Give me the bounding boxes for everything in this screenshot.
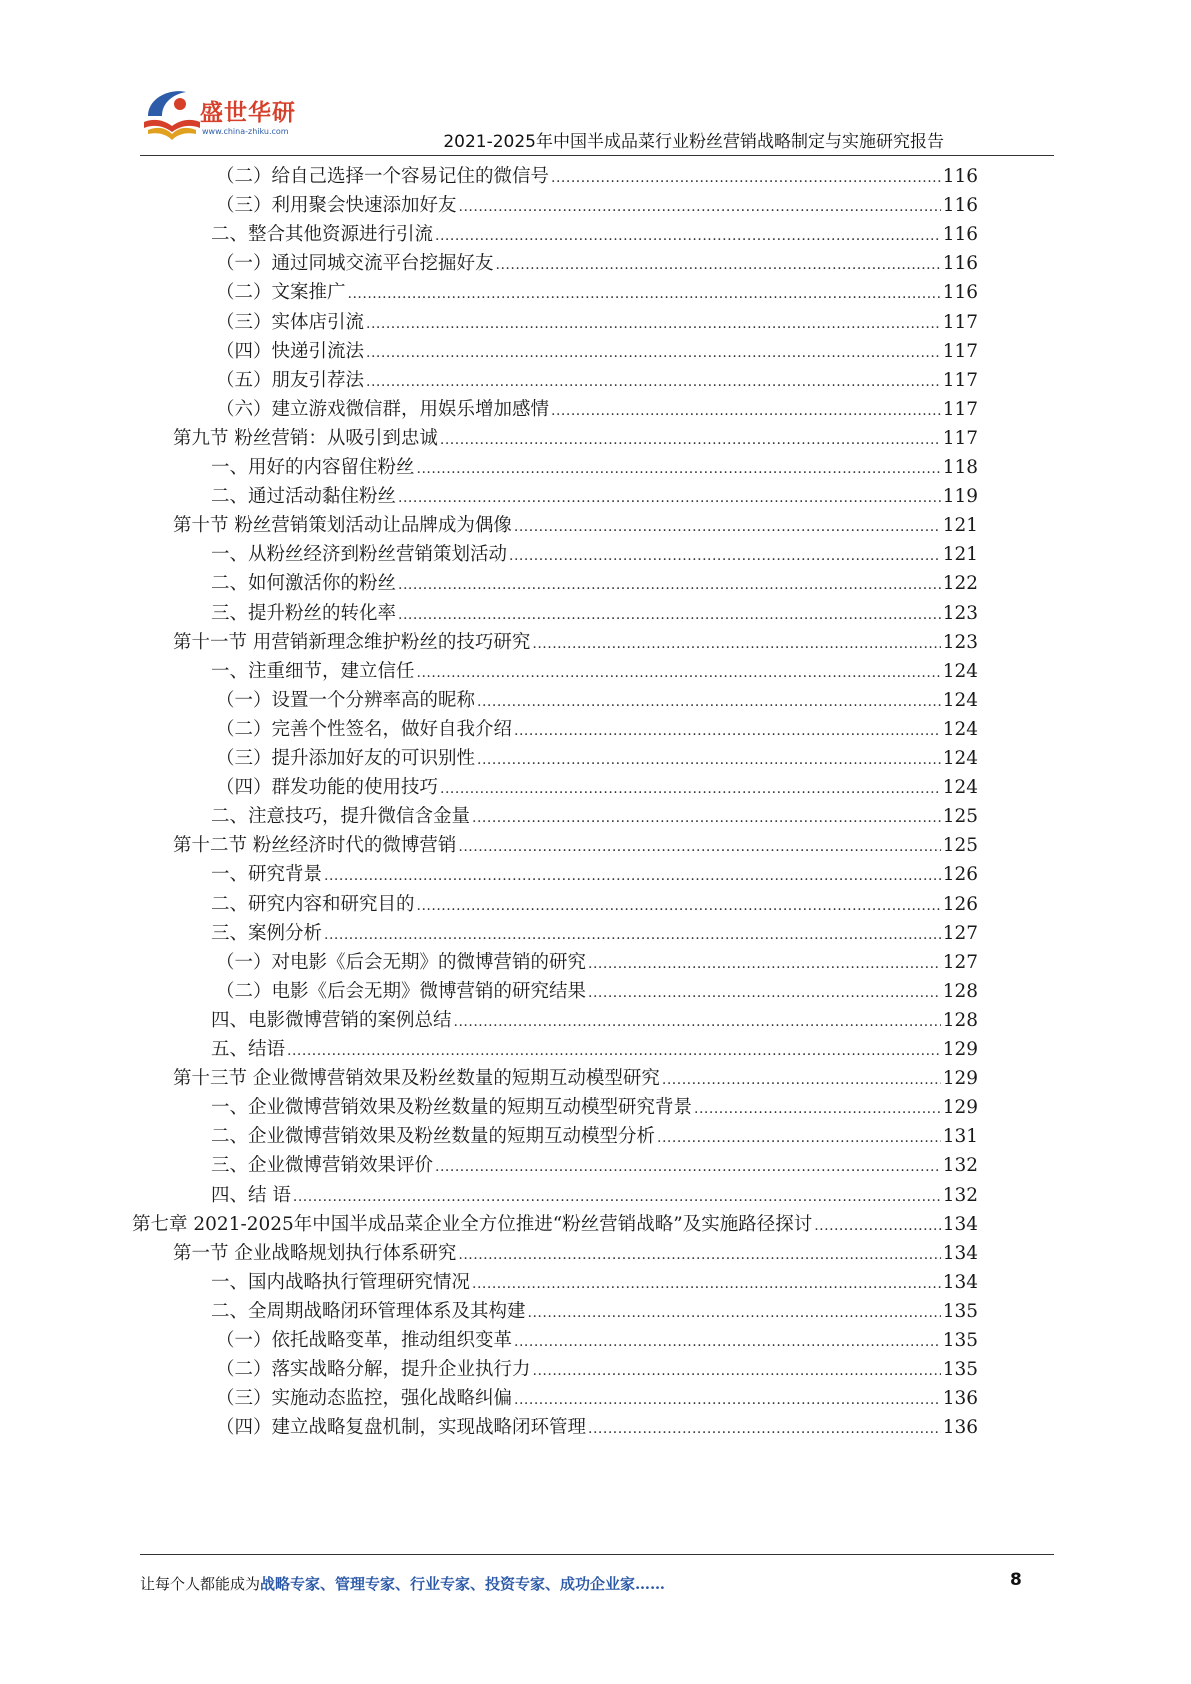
toc-entry-title: （二）落实战略分解，提升企业执行力: [216, 1359, 531, 1381]
toc-entry-page: 124: [942, 718, 978, 740]
toc-entry-page: 116: [942, 253, 978, 275]
toc-entry-page: 116: [942, 224, 978, 246]
toc-entry-page: 124: [942, 689, 978, 711]
toc-entry-title: 一、用好的内容留住粉丝: [211, 457, 415, 478]
footer-slogan-prefix: 让每个人都能成为: [140, 1575, 261, 1593]
toc-entry-page: 129: [942, 1097, 978, 1119]
toc-entry-page: 132: [942, 1155, 978, 1177]
toc-entry-title: 二、注意技巧，提升微信含金量: [211, 806, 471, 828]
toc-entry-title: （三）提升添加好友的可识别性: [216, 748, 476, 769]
toc-entry-title: 第七章 2021-2025年中国半成品菜企业全方位推进“粉丝营销战略”及实施路径探讨: [132, 1213, 813, 1235]
toc-entry[interactable]: [216, 336, 978, 367]
toc-entry-title: （四）群发功能的使用技巧: [216, 777, 439, 799]
toc-entry-title: （五）朋友引荐法: [216, 369, 365, 391]
toc-entry[interactable]: [173, 510, 978, 541]
toc-entry-page: 135: [942, 1359, 978, 1381]
toc-entry-title: 二、企业微博营销效果及粉丝数量的短期互动模型分析: [211, 1126, 656, 1148]
toc-entry-title: 三、企业微博营销效果评价: [211, 1155, 434, 1177]
toc-entry[interactable]: [211, 1180, 978, 1211]
toc-entry[interactable]: [216, 161, 978, 192]
toc-entry-title: 四、结 语: [211, 1184, 291, 1206]
toc-entry[interactable]: [211, 598, 978, 629]
toc-entry-page: 129: [942, 1068, 978, 1090]
toc-entry-title: （二）完善个性签名，做好自我介绍: [216, 718, 513, 740]
toc-entry-page: 117: [942, 369, 978, 391]
toc-entry-page: 134: [942, 1242, 978, 1264]
toc-entry[interactable]: [216, 772, 978, 803]
toc-entry-page: 131: [942, 1126, 978, 1148]
toc-entry[interactable]: [216, 743, 978, 774]
toc-entry-title: （一）对电影《后会无期》的微博营销的研究: [216, 951, 587, 973]
toc-entry-page: 136: [942, 1388, 978, 1410]
toc-entry-page: 128: [942, 1009, 978, 1031]
toc-entry-page: 129: [942, 1039, 978, 1060]
toc-entry-page: 126: [942, 893, 978, 915]
toc-entry[interactable]: [216, 1412, 978, 1443]
toc-entry-page: 126: [942, 864, 978, 886]
toc-entry-page: 127: [942, 951, 978, 973]
toc-entry[interactable]: [173, 423, 978, 454]
toc-entry-title: 第九节 粉丝营销：从吸引到忠诚: [173, 427, 438, 449]
toc-entry-page: 122: [942, 573, 978, 595]
toc-entry-page: 117: [942, 427, 978, 449]
toc-entry-page: 135: [942, 1300, 978, 1322]
toc-entry-title: 第一节 企业战略规划执行体系研究: [173, 1242, 457, 1264]
toc-entry-title: 一、企业微博营销效果及粉丝数量的短期互动模型研究背景: [211, 1097, 693, 1119]
logo-emblem-icon: [140, 82, 204, 146]
toc-entry[interactable]: [216, 1325, 978, 1356]
toc-entry[interactable]: [211, 1005, 978, 1036]
toc-entry[interactable]: [216, 277, 978, 308]
toc-entry-title: 二、全周期战略闭环管理体系及其构建: [211, 1300, 526, 1322]
toc-entry[interactable]: [216, 1354, 978, 1385]
toc-entry-page: 132: [942, 1184, 978, 1206]
toc-entry-title: 二、整合其他资源进行引流: [211, 224, 434, 246]
toc-entry[interactable]: [216, 248, 978, 279]
logo-url: www.china-zhiku.com: [202, 127, 289, 136]
toc-entry[interactable]: [216, 976, 978, 1007]
toc-entry-title: 一、国内战略执行管理研究情况: [211, 1271, 471, 1293]
toc-entry[interactable]: [211, 656, 978, 687]
toc-entry-page: 117: [942, 311, 978, 333]
toc-entry[interactable]: [211, 1296, 978, 1327]
toc-entry[interactable]: [211, 918, 978, 949]
toc-entry-title: 二、通过活动黏住粉丝: [211, 486, 397, 508]
toc-entry[interactable]: [216, 685, 978, 716]
header-divider: [140, 155, 1054, 156]
toc-entry-title: （二）文案推广: [216, 282, 346, 304]
toc-entry-title: （一）依托战略变革，推动组织变革: [216, 1330, 513, 1351]
toc-entry-title: 第十一节 用营销新理念维护粉丝的技巧研究: [173, 631, 531, 653]
toc-entry[interactable]: [211, 219, 978, 250]
toc-entry[interactable]: [211, 452, 978, 483]
toc-entry[interactable]: [211, 539, 978, 570]
toc-entry-title: （四）快递引流法: [216, 340, 365, 362]
toc-entry-title: （一）通过同城交流平台挖掘好友: [216, 253, 494, 275]
toc-entry-title: 二、研究内容和研究目的: [211, 893, 415, 915]
toc-entry[interactable]: [211, 568, 978, 599]
toc-entry[interactable]: [216, 714, 978, 745]
toc-entry[interactable]: [211, 801, 978, 832]
toc-entry[interactable]: [211, 1121, 978, 1152]
toc-entry-page: 134: [942, 1271, 978, 1293]
toc-entry[interactable]: [173, 830, 978, 861]
toc-entry-title: （四）建立战略复盘机制，实现战略闭环管理: [216, 1417, 587, 1439]
toc-entry-title: 三、案例分析: [211, 922, 323, 944]
toc-entry-title: 第十三节 企业微博营销效果及粉丝数量的短期互动模型研究: [173, 1068, 660, 1090]
toc-entry-page: 118: [942, 457, 978, 478]
logo-name: 盛世华研: [200, 100, 296, 126]
toc-entry-page: 123: [942, 631, 978, 653]
toc-entry-page: 121: [942, 515, 978, 537]
page-header: [0, 0, 1191, 160]
toc-entry[interactable]: [211, 1034, 978, 1065]
toc-entry[interactable]: [211, 889, 978, 920]
toc-leader-dots: [588, 1414, 941, 1445]
toc-entry[interactable]: [173, 1238, 978, 1269]
toc-entry-page: 116: [942, 195, 978, 217]
toc-entry-title: （三）实施动态监控，强化战略纠偏: [216, 1388, 513, 1410]
toc-entry-page: 125: [942, 835, 978, 857]
toc-entry[interactable]: [216, 190, 978, 221]
toc-entry-title: 第十节 粉丝营销策划活动让品牌成为偶像: [173, 515, 512, 537]
toc-entry-page: 125: [942, 806, 978, 828]
toc-entry[interactable]: [216, 1383, 978, 1414]
toc-entry-title: （六）建立游戏微信群，用娱乐增加感情: [216, 398, 550, 420]
toc-entry-title: 一、注重细节，建立信任: [211, 660, 415, 682]
toc-entry[interactable]: [216, 947, 978, 978]
footer-slogan-roles: 战略专家、管理专家、行业专家、投资专家、成功企业家……: [260, 1575, 666, 1593]
toc-entry[interactable]: [211, 481, 978, 512]
toc-entry-page: 121: [942, 544, 978, 566]
toc-entry-page: 117: [942, 398, 978, 420]
toc-entry-page: 136: [942, 1417, 978, 1439]
toc-entry-page: 124: [942, 777, 978, 799]
toc-entry[interactable]: [211, 1150, 978, 1181]
toc-entry[interactable]: [216, 394, 978, 425]
toc-entry-page: 119: [942, 486, 978, 508]
toc-entry-page: 117: [942, 340, 978, 362]
toc-entry-page: 124: [942, 660, 978, 682]
company-logo: [140, 82, 310, 148]
toc-entry-page: 123: [942, 602, 978, 624]
toc-entry-page: 124: [942, 748, 978, 769]
toc-entry-page: 116: [942, 282, 978, 304]
toc-entry-title: 四、电影微博营销的案例总结: [211, 1009, 452, 1031]
toc-entry[interactable]: [211, 859, 978, 890]
toc-entry-page: 127: [942, 922, 978, 944]
footer-slogan: [140, 1573, 665, 1594]
toc-entry-title: （三）利用聚会快速添加好友: [216, 195, 457, 217]
toc-entry-title: 五、结语: [211, 1039, 286, 1060]
page-number: 8: [1010, 1570, 1022, 1590]
toc-entry[interactable]: [216, 307, 978, 338]
report-title: 2021-2025年中国半成品菜行业粉丝营销战略制定与实施研究报告: [443, 132, 944, 152]
toc-entry-title: 一、从粉丝经济到粉丝营销策划活动: [211, 544, 508, 566]
toc-entry-title: 三、提升粉丝的转化率: [211, 602, 397, 624]
toc-entry[interactable]: [216, 365, 978, 396]
footer-divider: [140, 1554, 1054, 1555]
toc-entry-page: 116: [942, 166, 978, 187]
toc-entry[interactable]: [211, 1092, 978, 1123]
toc-entry-page: 134: [942, 1213, 978, 1235]
toc-entry-title: （一）设置一个分辨率高的昵称: [216, 689, 476, 711]
toc-entry[interactable]: [173, 1063, 978, 1094]
toc-entry-title: （三）实体店引流: [216, 311, 365, 333]
toc-entry-title: 第十二节 粉丝经济时代的微博营销: [173, 835, 457, 857]
toc-entry[interactable]: [173, 627, 978, 658]
toc-entry[interactable]: [132, 1209, 978, 1240]
toc-entry-title: （二）电影《后会无期》微博营销的研究结果: [216, 980, 587, 1002]
toc-entry-page: 128: [942, 980, 978, 1002]
toc-entry-title: 二、如何激活你的粉丝: [211, 573, 397, 595]
toc-entry[interactable]: [211, 1267, 978, 1298]
toc-entry-title: 一、研究背景: [211, 864, 323, 886]
toc-entry-page: 135: [942, 1330, 978, 1351]
toc-entry-title: （二）给自己选择一个容易记住的微信号: [216, 166, 550, 187]
